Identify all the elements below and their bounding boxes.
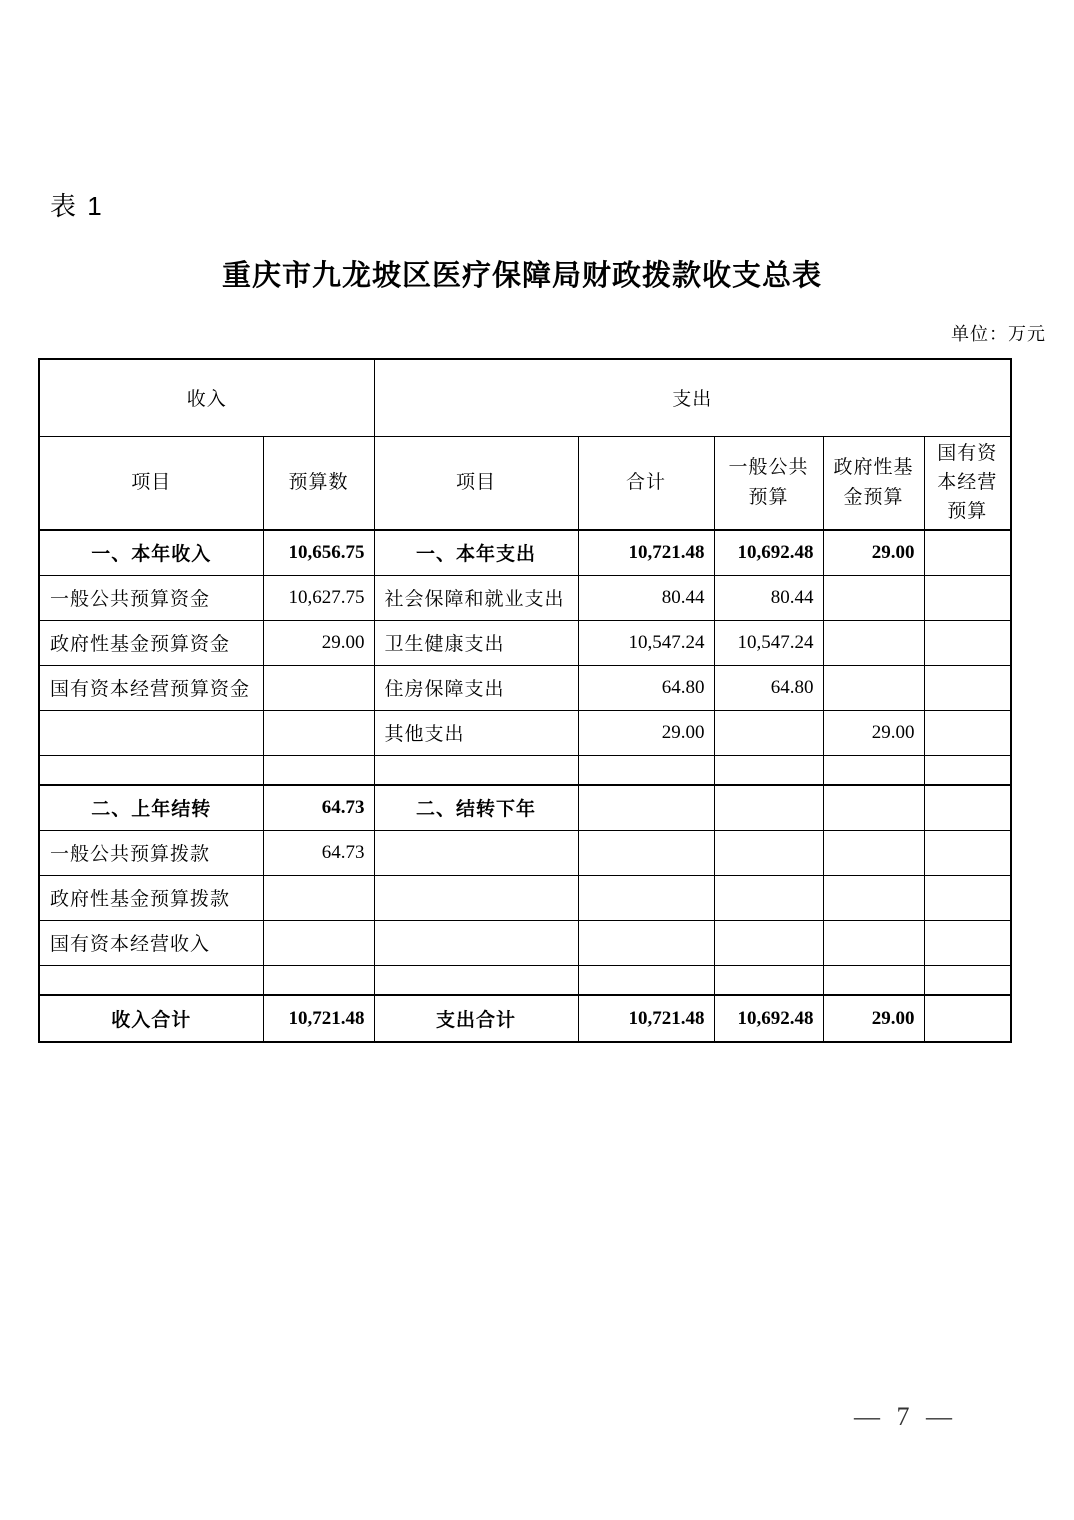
page-number: — 7 —	[854, 1402, 952, 1431]
col-header-gov-fund-budget: 政府性基金预算	[823, 436, 924, 530]
cell-income-budget: 64.73	[263, 830, 374, 875]
col-header-expense-item: 项目	[374, 436, 578, 530]
cell-state-capital-budget	[924, 785, 1011, 830]
cell-gov-fund-budget	[823, 920, 924, 965]
cell-general-public-budget	[714, 785, 823, 830]
cell-gov-fund-budget: 29.00	[823, 530, 924, 575]
cell-expense-item: 住房保障支出	[374, 665, 578, 710]
col-header-general-public-budget: 一般公共预算	[714, 436, 823, 530]
cell-expense-item: 二、结转下年	[374, 785, 578, 830]
cell-expense-item	[374, 830, 578, 875]
cell-general-public-budget: 64.80	[714, 665, 823, 710]
unit-note: 单位：万元	[951, 324, 1046, 344]
table-row	[39, 755, 1011, 785]
col-header-income-item: 项目	[39, 436, 263, 530]
table-row	[39, 965, 1011, 995]
cell-expense-total: 64.80	[578, 665, 714, 710]
cell-gov-fund-budget	[823, 575, 924, 620]
cell-general-public-budget	[714, 875, 823, 920]
cell-gov-fund-budget	[823, 830, 924, 875]
cell-gov-fund-budget	[823, 620, 924, 665]
cell-general-public-budget	[714, 710, 823, 755]
page-title: 重庆市九龙坡区医疗保障局财政拨款收支总表	[221, 260, 822, 292]
table-row	[39, 785, 1011, 830]
cell-income-item: 政府性基金预算资金	[39, 620, 263, 665]
cell-income-item: 一、本年收入	[39, 530, 263, 575]
cell-state-capital-budget	[924, 965, 1011, 995]
cell-income-item: 收入合计	[39, 995, 263, 1042]
cell-income-item: 国有资本经营收入	[39, 920, 263, 965]
table-row	[39, 875, 1011, 920]
cell-state-capital-budget	[924, 710, 1011, 755]
cell-expense-item: 支出合计	[374, 995, 578, 1042]
cell-state-capital-budget	[924, 755, 1011, 785]
cell-expense-total: 10,721.48	[578, 995, 714, 1042]
cell-expense-item: 社会保障和就业支出	[374, 575, 578, 620]
cell-general-public-budget	[714, 965, 823, 995]
cell-general-public-budget: 10,547.24	[714, 620, 823, 665]
table-row	[39, 665, 1011, 710]
cell-general-public-budget: 80.44	[714, 575, 823, 620]
cell-state-capital-budget	[924, 530, 1011, 575]
cell-income-budget	[263, 665, 374, 710]
cell-income-budget	[263, 875, 374, 920]
cell-general-public-budget	[714, 755, 823, 785]
cell-expense-item	[374, 755, 578, 785]
cell-income-item: 二、上年结转	[39, 785, 263, 830]
cell-expense-item	[374, 965, 578, 995]
cell-income-item: 政府性基金预算拨款	[39, 875, 263, 920]
cell-expense-total	[578, 875, 714, 920]
cell-income-item	[39, 755, 263, 785]
cell-gov-fund-budget: 29.00	[823, 710, 924, 755]
table-row	[39, 530, 1011, 575]
cell-expense-item: 一、本年支出	[374, 530, 578, 575]
cell-expense-total	[578, 830, 714, 875]
cell-gov-fund-budget	[823, 665, 924, 710]
cell-income-budget	[263, 755, 374, 785]
cell-income-budget	[263, 920, 374, 965]
cell-state-capital-budget	[924, 995, 1011, 1042]
cell-expense-total	[578, 965, 714, 995]
cell-income-budget: 64.73	[263, 785, 374, 830]
cell-expense-item: 卫生健康支出	[374, 620, 578, 665]
cell-expense-item: 其他支出	[374, 710, 578, 755]
col-header-state-capital-budget: 国有资本经营预算	[924, 436, 1011, 530]
cell-gov-fund-budget	[823, 875, 924, 920]
table-group-header-row	[39, 359, 1011, 436]
cell-income-budget: 10,656.75	[263, 530, 374, 575]
col-header-expense-total: 合计	[578, 436, 714, 530]
cell-income-item: 国有资本经营预算资金	[39, 665, 263, 710]
cell-income-budget	[263, 965, 374, 995]
table-row	[39, 920, 1011, 965]
cell-expense-total: 29.00	[578, 710, 714, 755]
cell-state-capital-budget	[924, 665, 1011, 710]
cell-state-capital-budget	[924, 875, 1011, 920]
cell-state-capital-budget	[924, 620, 1011, 665]
cell-state-capital-budget	[924, 830, 1011, 875]
cell-expense-item	[374, 875, 578, 920]
table-column-header-row	[39, 436, 1011, 530]
table-row	[39, 710, 1011, 755]
expenditure-group-header: 支出	[374, 359, 1011, 436]
table-row	[39, 575, 1011, 620]
cell-income-budget: 10,721.48	[263, 995, 374, 1042]
cell-income-item: 一般公共预算资金	[39, 575, 263, 620]
cell-gov-fund-budget	[823, 755, 924, 785]
cell-expense-item	[374, 920, 578, 965]
cell-general-public-budget: 10,692.48	[714, 530, 823, 575]
cell-income-item	[39, 710, 263, 755]
cell-general-public-budget	[714, 830, 823, 875]
cell-gov-fund-budget	[823, 965, 924, 995]
cell-expense-total	[578, 920, 714, 965]
cell-state-capital-budget	[924, 575, 1011, 620]
cell-general-public-budget: 10,692.48	[714, 995, 823, 1042]
cell-expense-total	[578, 755, 714, 785]
income-group-header: 收入	[39, 359, 374, 436]
cell-general-public-budget	[714, 920, 823, 965]
table-label: 表 1	[50, 191, 104, 221]
cell-expense-total: 10,547.24	[578, 620, 714, 665]
cell-income-item: 一般公共预算拨款	[39, 830, 263, 875]
cell-expense-total: 10,721.48	[578, 530, 714, 575]
cell-gov-fund-budget: 29.00	[823, 995, 924, 1042]
cell-income-budget: 29.00	[263, 620, 374, 665]
cell-income-budget: 10,627.75	[263, 575, 374, 620]
col-header-income-budget: 预算数	[263, 436, 374, 530]
cell-state-capital-budget	[924, 920, 1011, 965]
cell-income-budget	[263, 710, 374, 755]
table-row	[39, 620, 1011, 665]
table-row	[39, 830, 1011, 875]
cell-income-item	[39, 965, 263, 995]
cell-expense-total	[578, 785, 714, 830]
table-row	[39, 995, 1011, 1042]
budget-summary-table	[38, 358, 1012, 1043]
cell-expense-total: 80.44	[578, 575, 714, 620]
cell-gov-fund-budget	[823, 785, 924, 830]
